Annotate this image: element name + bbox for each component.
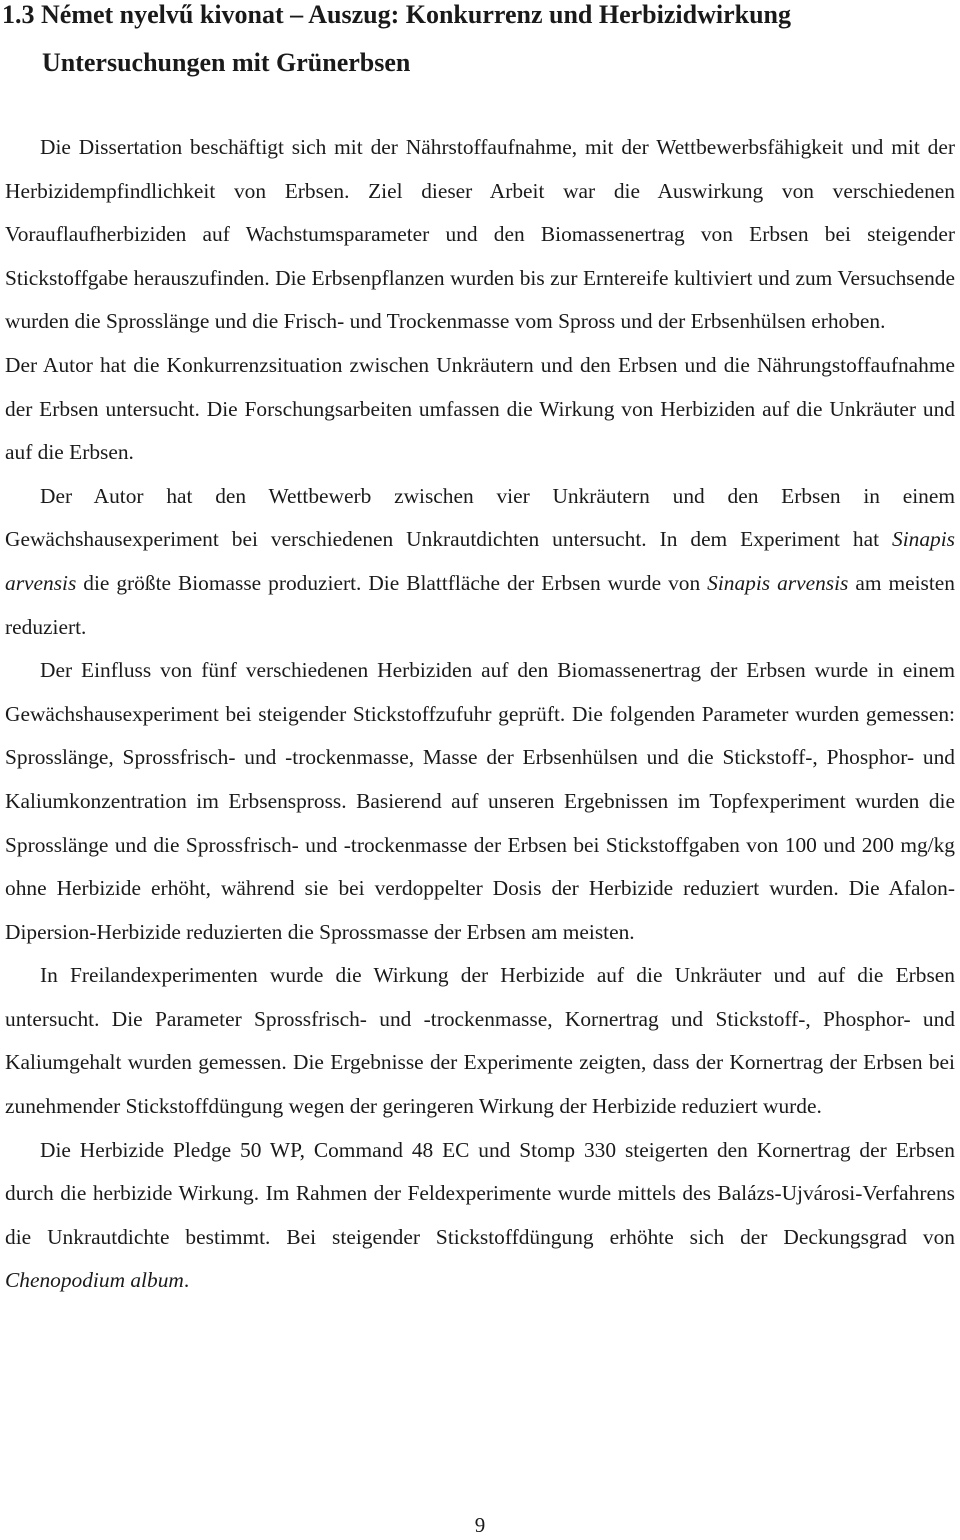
page-number: 9 xyxy=(474,1513,486,1537)
paragraph-3 xyxy=(5,475,955,649)
paragraph-6-text-a: Die Herbizide Pledge 50 WP, Command 48 EC und Stomp 330 steigerten den Kornertrag der Erbsen durch die herbizide Wirkung. Im Rahmen der Feldexperimente wurde mittels des Balázs-Ujvárosi-Verfahrens die Unkrautdichte bestimmt. Bei steigender Stickstoffdüngung erhöhte sich der Deckungsgrad von xyxy=(5,1137,955,1249)
abstract-body xyxy=(5,126,955,1303)
heading-line-1: 1.3 Német nyelvű kivonat – Auszug: Konkurrenz und Herbizidwirkung xyxy=(2,0,792,29)
species-name: Sinapis arvensis xyxy=(5,527,955,595)
paragraph-1: Die Dissertation beschäftigt sich mit der Nährstoffaufnahme, mit der Wettbewerbsfähigkeit und mit der Herbizidempfindlichkeit von Erbsen. Ziel dieser Arbeit war die Auswirkung von verschiedenen Vorauflaufherbiziden auf Wachstumsparameter und den Biomassenertrag von Erbsen bei steigender Stickstoffgabe herauszufinden. Die Erbsenpflanzen wurden bis zur Erntereife kultiviert und zum Versuchsende wurden die Sprosslänge und die Frisch- und Trockenmasse vom Spross und der Erbsenhülsen erhoben. xyxy=(5,135,955,334)
species-name: Sinapis arvensis xyxy=(707,570,849,595)
species-name: Chenopodium album xyxy=(5,1268,184,1293)
paragraph-6 xyxy=(5,1129,955,1303)
paragraph-3-text-a: Der Autor hat den Wettbewerb zwischen vier Unkräutern und den Erbsen in einem Gewächshausexperiment bei verschiedenen Unkrautdichten untersucht. In dem Experiment hat xyxy=(5,483,955,552)
paragraph-2: Der Autor hat die Konkurrenzsituation zwischen Unkräutern und den Erbsen und die Nährungstoffaufnahme der Erbsen untersucht. Die Forschungsarbeiten umfassen die Wirkung von Herbiziden auf die Unkräuter und auf die Erbsen. xyxy=(5,352,955,465)
paragraph-3-text-c: am meisten reduziert. xyxy=(5,570,955,639)
paragraph-5: In Freilandexperimenten wurde die Wirkung der Herbizide auf die Unkräuter und auf die Erbsen untersucht. Die Parameter Sprossfrisch- und -trockenmasse, Kornertrag und Stickstoff-, Phosphor- und Kaliumgehalt wurden gemessen. Die Ergebnisse der Experimente zeigten, dass der Kornertrag der Erbsen bei zunehmender Stickstoffdüngung wegen der geringeren Wirkung der Herbizide reduziert wurde. xyxy=(5,963,955,1119)
paragraph-6-text-b: . xyxy=(183,1268,190,1293)
heading-line-2: Untersuchungen mit Grünerbsen xyxy=(42,48,411,77)
paragraph-4: Der Einfluss von fünf verschiedenen Herbiziden auf den Biomassenertrag der Erbsen wurde in einem Gewächshausexperiment bei steigender Stickstoffzufuhr geprüft. Die folgenden Parameter wurden gemessen: Sprosslänge, Sprossfrisch- und -trockenmasse, Masse der Erbsenhülsen und die Stickstoff-, Phosphor- und Kaliumkonzentration im Erbsenspross. Basierend auf unseren Ergebnissen im Topfexperiment wurden die Sprosslänge und die Sprossfrisch- und -trockenmasse der Erbsen bei Stickstoffgaben von 100 und 200 mg/kg ohne Herbizide erhöht, während sie bei verdoppelter Dosis der Herbizide reduziert wurden. Die Afalon-Dipersion-Herbizide reduzierten die Sprossmasse der Erbsen am meisten. xyxy=(5,658,955,944)
paragraph-3-text-b: die größte Biomasse produziert. Die Blattfläche der Erbsen wurde von xyxy=(76,570,708,595)
